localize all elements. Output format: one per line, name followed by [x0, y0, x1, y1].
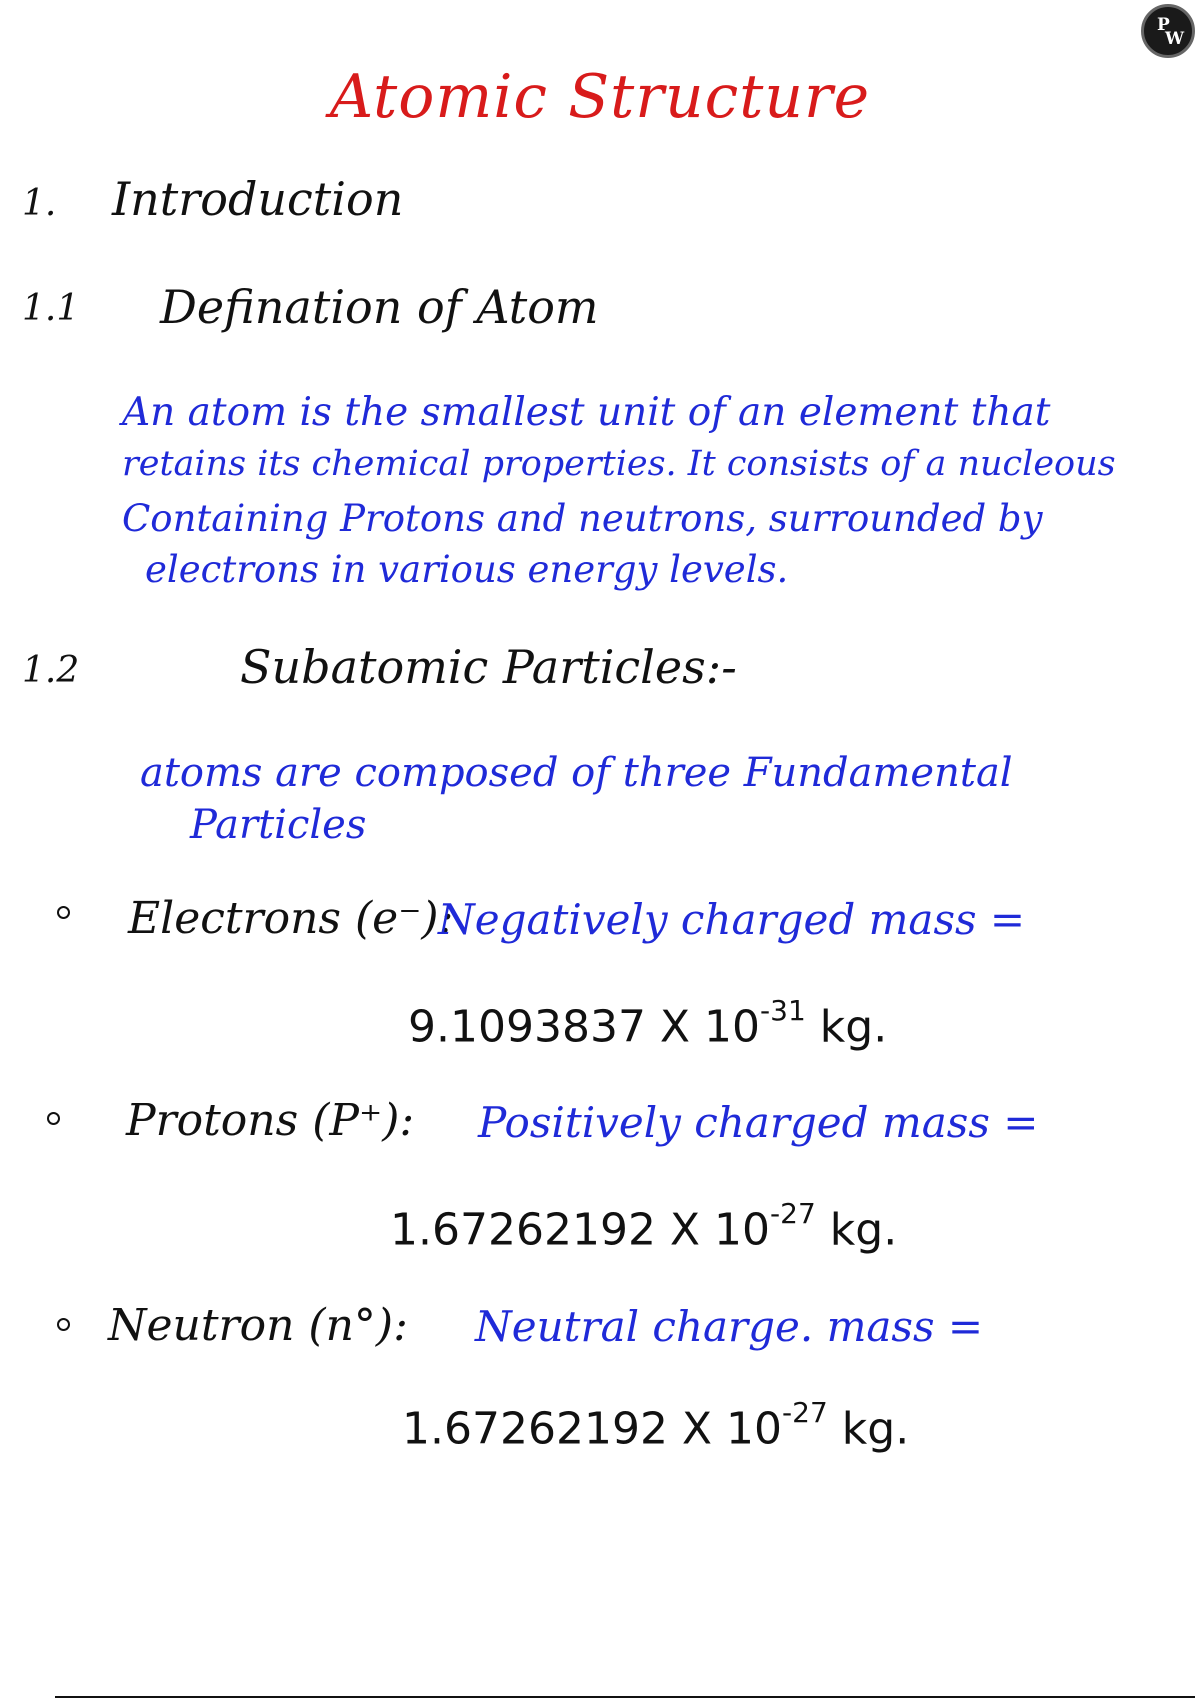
section-1-1-heading: Defination of Atom — [160, 280, 599, 334]
neutron-mass-unit: kg. — [841, 1403, 910, 1455]
section-1-2-number: 1.2 — [22, 650, 80, 691]
page-bottom-rule — [55, 1696, 1195, 1698]
neutron-description: Neutral charge. mass = — [475, 1302, 984, 1351]
proton-mass-unit: kg. — [829, 1204, 898, 1256]
neutron-mass — [402, 1396, 910, 1455]
definition-line-2: retains its chemical properties. It consists of a nucleous — [122, 444, 1116, 484]
electron-description: Negatively charged mass = — [438, 895, 1026, 944]
electron-mass-mantissa: 9.1093837 X 10 — [408, 1001, 761, 1053]
logo-letter-p: P — [1157, 15, 1170, 35]
pw-logo — [1141, 4, 1195, 58]
proton-mass — [390, 1197, 898, 1256]
particles-intro-line-1: atoms are composed of three Fundamental — [140, 750, 1013, 796]
section-1-heading: Introduction — [112, 172, 404, 226]
logo-letter-w: W — [1165, 29, 1185, 49]
bullet-neutron — [57, 1318, 70, 1331]
neutron-mass-mantissa: 1.67262192 X 10 — [402, 1403, 783, 1455]
neutron-label: Neutron (n°): — [108, 1300, 408, 1351]
definition-line-3: Containing Protons and neutrons, surrounded by — [122, 497, 1043, 540]
proton-mass-mantissa: 1.67262192 X 10 — [390, 1204, 771, 1256]
proton-mass-exponent: -27 — [770, 1197, 816, 1230]
definition-line-1: An atom is the smallest unit of an element that — [122, 390, 1051, 435]
electron-label: Electrons (e⁻): — [128, 893, 454, 944]
bullet-electron — [57, 906, 70, 919]
section-1-1-number: 1.1 — [22, 288, 80, 329]
section-1-number: 1. — [22, 183, 57, 224]
section-1-2-heading: Subatomic Particles:- — [240, 640, 737, 694]
electron-mass — [408, 994, 888, 1053]
electron-mass-exponent: -31 — [760, 994, 806, 1027]
definition-line-4: electrons in various energy levels. — [145, 548, 789, 591]
proton-description: Positively charged mass = — [478, 1098, 1039, 1147]
proton-label: Protons (P⁺): — [126, 1095, 415, 1146]
bullet-proton — [47, 1112, 60, 1125]
particles-intro-line-2: Particles — [190, 802, 367, 848]
electron-mass-unit: kg. — [819, 1001, 888, 1053]
neutron-mass-exponent: -27 — [782, 1396, 828, 1429]
page-title: Atomic Structure — [329, 62, 871, 132]
